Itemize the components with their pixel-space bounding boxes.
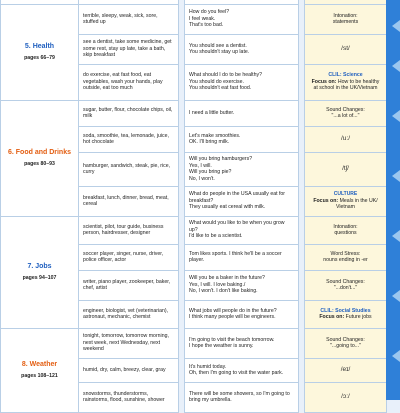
vocabulary-cell: see a dentist, take some medicine, get some rest, stay up late, take a bath, skip breakfast: [79, 34, 179, 64]
unit-cell: [1, 328, 79, 412]
structures-cell: What should I do to be healthy? You should do exercise. You shouldn't eat fast food.: [185, 64, 299, 100]
structures-cell: Will you bring hamburgers? Yes, I will. Will you bring pie? No, I won't.: [185, 152, 299, 186]
vocabulary-cell: soda, smoothie, tea, lemonade, juice, hot chocolate: [79, 126, 179, 152]
unit-title: 5. Health: [24, 42, 55, 50]
skills-cell: CLIL: Social Studies Focus on: Future jobs: [305, 300, 387, 328]
unit-title: 8. Weather: [21, 360, 58, 368]
table-row: [1, 216, 387, 244]
unit-pages: pages 94–107: [22, 274, 57, 281]
skills-cell: Word Stress: nouns ending in -er: [305, 244, 387, 270]
vocabulary-cell: breakfast, lunch, dinner, bread, meat, cereal: [79, 186, 179, 216]
skills-cell: CLIL: Science Focus on: How to be healthy at school in the UK/Vietnam: [305, 64, 387, 100]
structures-cell: I'm going to visit the beach tomorrow. I hope the weather is sunny.: [185, 328, 299, 358]
skills-cell: /u:/: [305, 126, 387, 152]
vocabulary-cell: engineer, biologist, vet (veterinarian), astronaut, mechanic, chemist: [79, 300, 179, 328]
skills-cell: Sound Changes: "...don't...": [305, 270, 387, 300]
unit-pages: pages 66–79: [24, 54, 55, 61]
structures-cell: What do people in the USA usually eat for breakfast? They usually eat cereal with milk.: [185, 186, 299, 216]
skills-cell: Intonation: statements: [305, 4, 387, 34]
structures-cell: I need a little butter.: [185, 100, 299, 126]
structures-cell: There will be some showers, so I'm going to bring my umbrella.: [185, 382, 299, 412]
structures-cell: It's humid today. Oh, then I'm going to visit the water park.: [185, 358, 299, 382]
vocabulary-cell: snowstorms, thunderstorms, rainstorms, flood, sunshine, shower: [79, 382, 179, 412]
vocabulary-cell: humid, dry, calm, breezy, clear, gray: [79, 358, 179, 382]
skills-cell: /tʃ/: [305, 152, 387, 186]
unit-cell: [1, 100, 79, 216]
vocabulary-cell: tonight, tomorrow, tomorrow morning, next week, next Wednesday, next weekend: [79, 328, 179, 358]
structures-cell: What would you like to be when you grow up? I'd like to be a scientist.: [185, 216, 299, 244]
vocabulary-cell: scientist, pilot, tour guide, business person, hairdresser, designer: [79, 216, 179, 244]
skills-cell: CULTURE Focus on: Meals in the UK/ Vietnam: [305, 186, 387, 216]
skills-cell: /eɪ/: [305, 358, 387, 382]
unit-cell: [1, 216, 79, 328]
unit-pages: pages 108–121: [21, 372, 58, 379]
skills-cell: /st/: [305, 34, 387, 64]
structures-cell: Tom likes sports. I think he'll be a soccer player.: [185, 244, 299, 270]
skills-cell: Sound Changes: "...a lot of...": [305, 100, 387, 126]
table-row: [1, 328, 387, 358]
structures-cell: You should see a dentist. You shouldn't stay up late.: [185, 34, 299, 64]
structures-cell: Let's make smoothies. OK. I'll bring milk.: [185, 126, 299, 152]
vocabulary-cell: sugar, butter, flour, chocolate chips, oil, milk: [79, 100, 179, 126]
skills-cell: Sound Changes: "...going to...": [305, 328, 387, 358]
table-row: [1, 4, 387, 34]
vocabulary-cell: hamburger, sandwich, steak, pie, rice, curry: [79, 152, 179, 186]
vocabulary-cell: do exercise, eat fast food, eat vegetables, wash your hands, play outside, eat too much: [79, 64, 179, 100]
unit-title: 7. Jobs: [27, 262, 52, 270]
structures-cell: Will you be a baker in the future? Yes, I will. I love baking./ No, I won't. I don't like baking.: [185, 270, 299, 300]
unit-pages: pages 80–93: [24, 160, 55, 167]
unit-title: 6. Food and Drinks: [7, 148, 71, 156]
skills-cell: Intonation: questions: [305, 216, 387, 244]
structures-cell: How do you feel? I feel weak. That's too bad.: [185, 4, 299, 34]
unit-cell: [1, 4, 79, 100]
side-decoration-stripe: [386, 0, 400, 400]
vocabulary-cell: soccer player, singer, nurse, driver, police officer, actor: [79, 244, 179, 270]
vocabulary-cell: writer, piano player, zookeeper, baker, chef, artist: [79, 270, 179, 300]
table-row: [1, 100, 387, 126]
vocabulary-cell: terrible, sleepy, weak, sick, sore, stuffed up: [79, 4, 179, 34]
structures-cell: What jobs will people do in the future? I think many people will be engineers.: [185, 300, 299, 328]
skills-cell: /ɔ:/: [305, 382, 387, 412]
